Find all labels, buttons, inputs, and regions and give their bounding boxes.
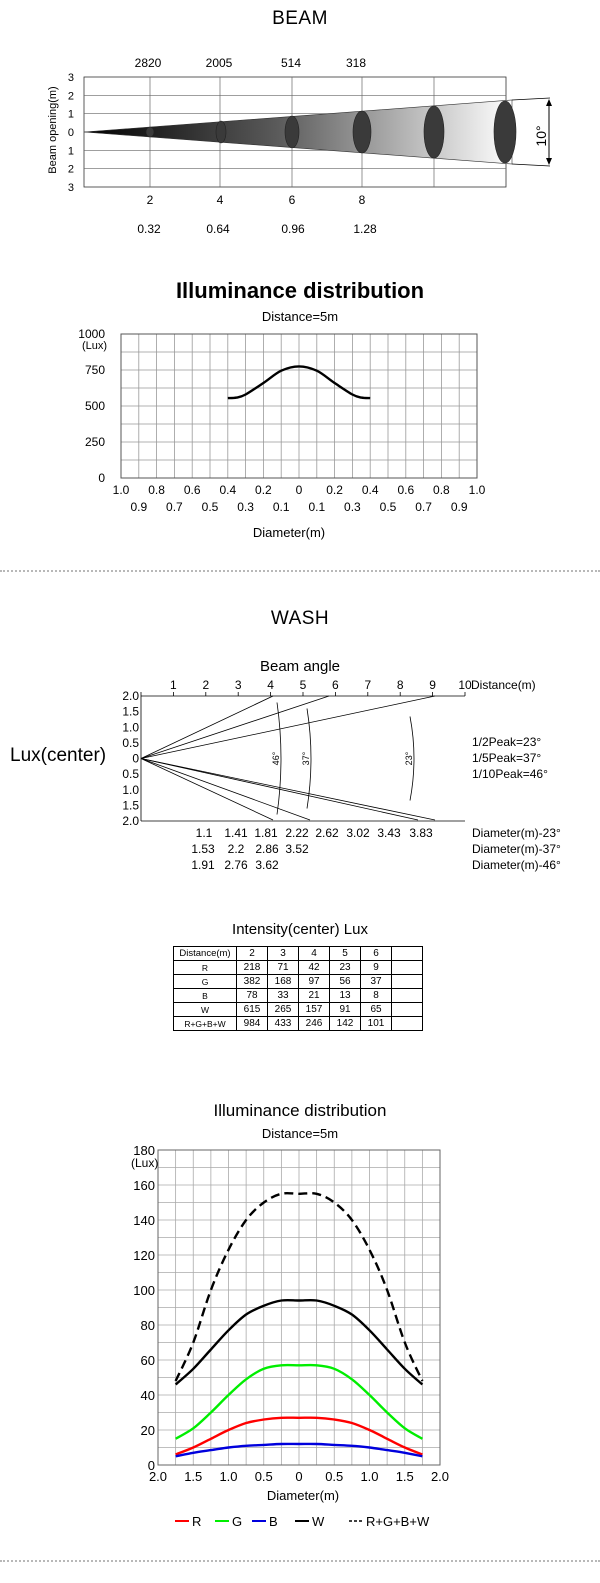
y-tick-label: 750: [84, 363, 105, 377]
beam-ray: [141, 696, 435, 759]
distance-tick-label: 2: [202, 678, 210, 692]
table-header-cell: 2: [237, 947, 268, 961]
x-tick-label: 0.8: [433, 483, 450, 497]
table-header-row: [174, 947, 423, 961]
y-tick-label: 0: [98, 471, 105, 485]
x-tick-label: 0.1: [272, 500, 290, 514]
beam-lux-label: 2820: [134, 56, 162, 70]
table-row: [174, 975, 423, 989]
y-tick-label: 1.0: [122, 782, 139, 797]
legend-label: B: [269, 1514, 278, 1529]
table-cell: 37: [361, 975, 392, 989]
beam-edge-lower: [512, 164, 550, 166]
beam-ray: [141, 759, 273, 821]
table-cell: 71: [268, 961, 299, 975]
x-tick-label: 0.5: [325, 1469, 344, 1484]
y-tick-label: 2.0: [122, 689, 139, 703]
beam-distance-label: 6: [288, 193, 296, 207]
beam-ray: [141, 696, 329, 759]
table-row-label: R+G+B+W: [174, 1017, 237, 1031]
beam-diagram: [0, 50, 600, 250]
diameter-value: 3.02: [346, 826, 370, 840]
beam-angle-diagram: [0, 670, 600, 880]
table-header-cell: [392, 947, 423, 961]
y-tick-label: 0.5: [122, 767, 139, 782]
table-cell: 23: [330, 961, 361, 975]
table-cell: 33: [268, 989, 299, 1003]
beam-title: BEAM: [272, 8, 328, 29]
table-row: [174, 1003, 423, 1017]
beam-edge-upper: [512, 98, 550, 100]
x-tick-label: 0.9: [130, 500, 148, 514]
table-cell: 9: [361, 961, 392, 975]
x-tick-label: 1.5: [395, 1469, 414, 1484]
beam-ytick-label: 1: [67, 108, 74, 121]
wash-title: WASH: [270, 608, 330, 629]
beam-spot-ellipse: [424, 106, 444, 158]
x-tick-label: 0: [295, 483, 303, 497]
table-cell: 218: [237, 961, 268, 975]
lux-center-label: Lux(center): [10, 745, 107, 766]
table-cell: 42: [299, 961, 330, 975]
y-tick-label: 140: [133, 1213, 155, 1228]
x-tick-label: 1.0: [468, 483, 486, 497]
wash-illuminance-subtitle: Distance=5m: [261, 1126, 339, 1141]
y-tick-label: 180: [133, 1143, 155, 1158]
beam-ray: [141, 759, 310, 821]
distance-tick-label: 3: [234, 678, 242, 692]
y-tick-label: 1.5: [122, 704, 139, 719]
beam-angle-label: 10°: [533, 125, 549, 147]
peak-label: 1/2Peak=23°: [472, 735, 542, 749]
table-cell: 13: [330, 989, 361, 1003]
beam-ytick-label: 1: [67, 145, 74, 158]
diameter-value: 1.1: [195, 826, 213, 840]
beam-lux-label: 318: [345, 56, 367, 70]
beam-ytick-label: 3: [67, 72, 74, 84]
beam-spot-ellipse: [146, 127, 154, 137]
table-cell: 615: [237, 1003, 268, 1017]
beam-illuminance-title: Illuminance distribution: [175, 278, 425, 303]
diameter-value: 1.53: [191, 842, 215, 856]
beam-angle-title: Beam angle: [259, 658, 341, 675]
x-tick-label: 0.8: [148, 483, 165, 497]
peak-label: 1/5Peak=37°: [472, 751, 542, 765]
diameter-value: 2.62: [315, 826, 339, 840]
beam-angle-arrowhead-top: [546, 99, 552, 106]
table-cell: [392, 975, 423, 989]
diameter-value: 2.22: [285, 826, 309, 840]
y-tick-label: 1.0: [122, 720, 139, 735]
y-tick-label: 120: [133, 1248, 155, 1263]
y-tick-label: 250: [84, 435, 105, 449]
beam-spot-ellipse: [494, 101, 516, 163]
table-row: [174, 1017, 423, 1031]
beam-lux-label: 514: [280, 56, 302, 70]
y-tick-label: 40: [140, 1388, 155, 1403]
table-cell: 984: [237, 1017, 268, 1031]
y-tick-label: 160: [133, 1178, 155, 1193]
x-tick-label: 0.5: [379, 500, 397, 514]
distance-tick-label: 9: [429, 678, 436, 692]
diameter-row-label: Diameter(m)-23°: [472, 826, 561, 840]
table-cell: 91: [330, 1003, 361, 1017]
section-separator-bottom: [0, 1560, 600, 1562]
table-row-label: R: [174, 961, 237, 975]
beam-illuminance-subtitle: Distance=5m: [261, 309, 339, 324]
beam-ytick-label: 2: [67, 90, 74, 103]
angle-mark-label: 37°: [301, 751, 311, 766]
section-separator: [0, 570, 600, 572]
x-tick-label: 0.4: [219, 483, 237, 497]
table-row-label: G: [174, 975, 237, 989]
x-tick-label: 2.0: [430, 1469, 450, 1484]
beam-ylabel: Beam opening(m): [47, 86, 59, 174]
beam-ytick-label: 0: [67, 127, 74, 139]
beam-diameter-label: 1.28: [353, 222, 377, 236]
table-row-label: W: [174, 1003, 237, 1017]
diameter-value: 3.43: [377, 826, 401, 840]
x-tick-label: 0.6: [397, 483, 415, 497]
x-tick-label: 0.3: [237, 500, 254, 514]
intensity-table-title: Intensity(center) Lux: [232, 921, 368, 938]
table-cell: [392, 1017, 423, 1031]
angle-mark-label: 23°: [404, 751, 414, 766]
diameter-row-label: Diameter(m)-46°: [472, 858, 561, 872]
table-header-cell: 3: [268, 947, 299, 961]
table-header-cell: 5: [330, 947, 361, 961]
legend-label: R+G+B+W: [366, 1514, 430, 1529]
x-axis-label: Diameter(m): [266, 1488, 340, 1503]
y-unit-label: (Lux): [82, 340, 108, 352]
table-cell: 157: [299, 1003, 330, 1017]
table-cell: 433: [268, 1017, 299, 1031]
y-tick-label: 500: [84, 399, 105, 413]
diameter-value: 3.52: [285, 842, 309, 856]
x-axis-label: Diameter(m): [252, 525, 326, 540]
beam-distance-label: 8: [358, 193, 366, 207]
beam-spot-ellipse: [285, 116, 299, 148]
intensity-table: [173, 946, 423, 1031]
beam-spot-ellipse: [216, 121, 226, 143]
distance-tick-label: 6: [332, 678, 339, 692]
legend-label: W: [312, 1514, 325, 1529]
y-tick-label: 2.0: [122, 814, 139, 828]
x-tick-label: 0.9: [450, 500, 468, 514]
diameter-value: 3.62: [255, 858, 279, 872]
x-tick-label: 1.5: [184, 1469, 203, 1484]
table-header-cell: 4: [299, 947, 330, 961]
table-cell: 265: [268, 1003, 299, 1017]
x-tick-label: 0.2: [326, 483, 343, 497]
x-tick-label: 2.0: [148, 1469, 168, 1484]
table-cell: 101: [361, 1017, 392, 1031]
x-tick-label: 0: [295, 1469, 303, 1484]
table-cell: [392, 1003, 423, 1017]
legend-label: R: [192, 1514, 202, 1529]
beam-diameter-label: 0.32: [137, 222, 161, 236]
table-cell: [392, 989, 423, 1003]
beam-ray: [141, 759, 435, 821]
x-tick-label: 0.3: [344, 500, 361, 514]
peak-label: 1/10Peak=46°: [472, 767, 548, 781]
distance-tick-label: 7: [364, 678, 372, 692]
beam-spot-ellipse: [353, 111, 371, 153]
x-tick-label: 0.2: [255, 483, 272, 497]
x-tick-label: 1.0: [360, 1469, 379, 1484]
table-cell: 8: [361, 989, 392, 1003]
distance-tick-label: 1: [170, 678, 177, 692]
beam-diameter-label: 0.96: [281, 222, 305, 236]
x-tick-label: 1.0: [219, 1469, 238, 1484]
wash-illuminance-title: Illuminance distribution: [213, 1101, 387, 1120]
distance-tick-label: 5: [299, 678, 307, 692]
beam-diameter-label: 0.64: [206, 222, 230, 236]
y-unit-label: (Lux): [131, 1156, 159, 1170]
diameter-value: 1.91: [191, 858, 215, 872]
y-tick-label: 20: [140, 1423, 155, 1438]
table-row-label: B: [174, 989, 237, 1003]
diameter-value: 1.41: [224, 826, 248, 840]
table-header-cell: 6: [361, 947, 392, 961]
table-cell: 21: [299, 989, 330, 1003]
table-row: [174, 961, 423, 975]
diameter-value: 1.81: [254, 826, 278, 840]
legend-label: G: [232, 1514, 243, 1529]
x-tick-label: 0.7: [166, 500, 183, 514]
distance-tick-label: 4: [267, 678, 274, 692]
table-cell: 168: [268, 975, 299, 989]
y-tick-label: 0.5: [122, 735, 139, 750]
wash-illuminance-chart: [0, 1138, 600, 1538]
x-tick-label: 0.4: [361, 483, 379, 497]
diameter-row-label: Diameter(m)-37°: [472, 842, 561, 856]
x-tick-label: 0.7: [415, 500, 432, 514]
beam-distance-label: 4: [216, 193, 224, 207]
table-cell: 65: [361, 1003, 392, 1017]
table-cell: 142: [330, 1017, 361, 1031]
x-tick-label: 1.0: [112, 483, 130, 497]
beam-distance-label: 2: [146, 193, 154, 207]
diameter-value: 2.2: [227, 842, 245, 856]
table-cell: [392, 961, 423, 975]
x-tick-label: 0.1: [308, 500, 326, 514]
y-tick-label: 60: [140, 1353, 155, 1368]
table-cell: 246: [299, 1017, 330, 1031]
y-tick-label: 1.5: [122, 798, 139, 813]
x-tick-label: 0.6: [183, 483, 201, 497]
distance-tick-label: 8: [396, 678, 404, 692]
beam-illuminance-chart: [0, 320, 600, 550]
y-tick-label: 0: [132, 751, 139, 766]
table-cell: 56: [330, 975, 361, 989]
table-cell: 78: [237, 989, 268, 1003]
table-cell: 97: [299, 975, 330, 989]
y-tick-label: 1000: [78, 327, 105, 341]
beam-lux-label: 2005: [205, 56, 233, 70]
table-cell: 382: [237, 975, 268, 989]
beam-angle-arrowhead-bottom: [546, 158, 552, 165]
y-tick-label: 100: [133, 1283, 155, 1298]
diameter-value: 3.83: [409, 826, 433, 840]
x-tick-label: 0.5: [254, 1469, 273, 1484]
distance-axis-label: Distance(m): [471, 678, 536, 692]
beam-ytick-label: 2: [67, 163, 74, 176]
diameter-value: 2.76: [224, 858, 248, 872]
y-tick-label: 80: [140, 1318, 155, 1333]
x-tick-label: 0.5: [201, 500, 219, 514]
y-tick-label: 0: [147, 1458, 155, 1473]
table-header-cell: Distance(m): [174, 947, 237, 961]
angle-mark-label: 46°: [271, 751, 281, 766]
table-row: [174, 989, 423, 1003]
beam-ytick-label: 3: [67, 182, 74, 194]
diameter-value: 2.86: [255, 842, 279, 856]
beam-ray: [141, 696, 273, 759]
distance-tick-label: 10: [458, 678, 472, 692]
